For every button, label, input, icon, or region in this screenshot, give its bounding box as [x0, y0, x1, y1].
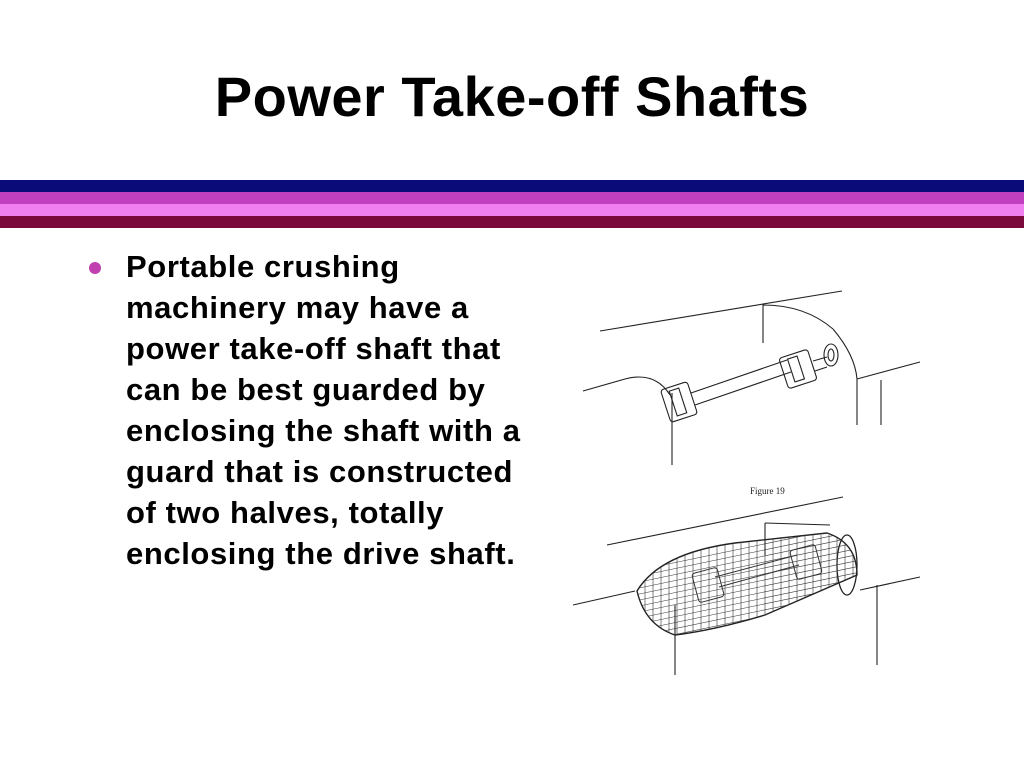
stripe-maroon: [0, 216, 1024, 228]
stripe-navy: [0, 180, 1024, 192]
figure-caption: Figure 19: [750, 486, 785, 496]
bullet-dot-icon: [89, 262, 101, 274]
slide-title: Power Take-off Shafts: [214, 65, 810, 128]
stripe-magenta: [0, 192, 1024, 204]
pto-shaft-illustration: [565, 285, 935, 680]
stripe-pink: [0, 204, 1024, 216]
pto-shaft-figure: [565, 285, 935, 680]
bullet-text: Portable crushing machinery may have a power take-off shaft that can be best guarded by enclosing the shaft with a guard that is constructed of two halves, totally enclosing the drive shaft.: [126, 249, 521, 571]
decorative-stripes: [0, 180, 1024, 228]
